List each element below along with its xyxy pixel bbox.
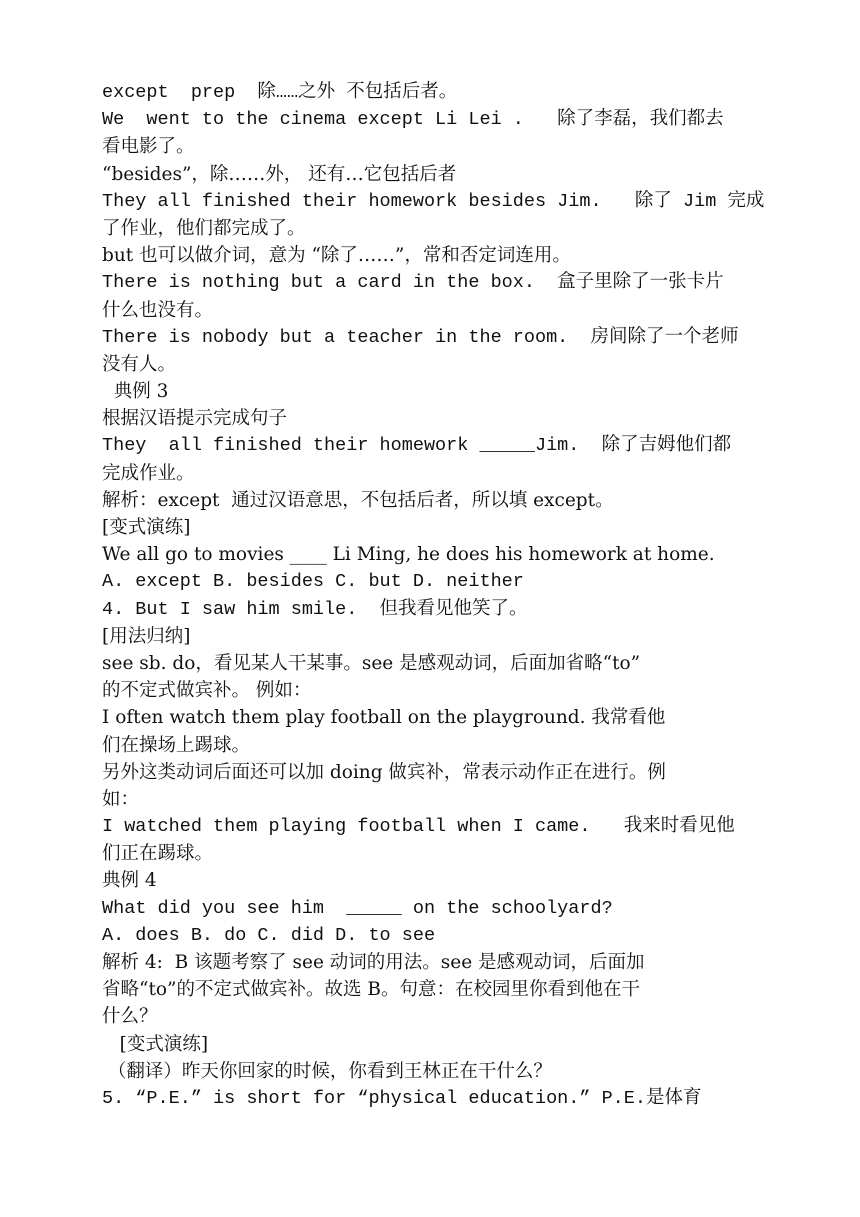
text-line-example-4-question: What did you see him _____ on the schoolyard? bbox=[102, 897, 613, 919]
text-line-example-3-question: They all finished their homework _____Jim. 除了吉姆他们都 bbox=[102, 435, 732, 457]
text-line-practice-heading-1: [变式演练] bbox=[102, 517, 191, 538]
text-line-example-except: We went to the cinema except Li Lei . 除了李磊，我们都去 bbox=[102, 109, 724, 131]
text-line-practice-heading-2: [变式演练] bbox=[102, 1033, 209, 1055]
text-line-example-but-2: There is nobody but a teacher in the room. 房间除了一个老师 bbox=[102, 326, 739, 348]
text-line-item-4: 4. But I saw him smile. 但我看见他笑了。 bbox=[102, 598, 528, 620]
text-line-instruction: 根据汉语提示完成句子 bbox=[102, 408, 288, 430]
text-line-example-4-options: A. does B. do C. did D. to see bbox=[102, 924, 436, 946]
text-line-but-def: but 也可以做介词，意为 “除了……”，常和否定词连用。 bbox=[102, 245, 571, 267]
text-line-example-but-1: There is nothing but a card in the box. 盒子里除了一张卡片 bbox=[102, 272, 724, 294]
text-line-example-besides-cont: 了作业，他们都完成了。 bbox=[102, 217, 306, 239]
text-line-example-except-cont: 看电影了。 bbox=[102, 136, 195, 158]
text-line-example-besides: They all finished their homework besides Jim. 除了 Jim 完成 bbox=[102, 190, 765, 212]
text-line-translation-task: （翻译）昨天你回家的时候，你看到王林正在干什么？ bbox=[102, 1060, 552, 1082]
text-line-doing-usage: 另外这类动词后面还可以加 doing 做宾补，常表示动作正在进行。例 bbox=[102, 761, 666, 783]
text-line-doing-usage-cont: 如： bbox=[102, 788, 140, 810]
document-page bbox=[102, 79, 765, 1112]
text-line-example-but-1-cont: 什么也没有。 bbox=[102, 299, 214, 321]
text-line-example-4-analysis-cont: 省略“to”的不定式做宾补。故选 B。句意：在校园里你看到他在干 bbox=[102, 979, 640, 1001]
text-line-example-watch-cont: 们在操场上踢球。 bbox=[102, 734, 251, 756]
text-line-see-usage-cont: 的不定式做宾补。 例如： bbox=[102, 680, 312, 702]
text-line-example-watch: I often watch them play football on the playground. 我常看他 bbox=[102, 707, 666, 729]
text-line-example-4-analysis-end: 什么？ bbox=[102, 1006, 158, 1028]
text-line-example-watched-cont: 们正在踢球。 bbox=[102, 843, 214, 865]
text-line-besides-def: “besides”，除……外， 还有…它包括后者 bbox=[102, 163, 457, 185]
text-line-example-watched: I watched them playing football when I came. 我来时看见他 bbox=[102, 816, 735, 838]
text-line-example-3-question-cont: 完成作业。 bbox=[102, 462, 195, 484]
text-line-example-3-heading: 典例 3 bbox=[102, 381, 169, 403]
text-line-practice-question-1: We all go to movies ____ Li Ming, he does his homework at home. bbox=[102, 544, 715, 566]
text-line-usage-heading: [用法归纳] bbox=[102, 625, 191, 647]
text-line-example-but-2-cont: 没有人。 bbox=[102, 353, 177, 375]
text-line-practice-options-1: A. except B. besides C. but D. neither bbox=[102, 571, 524, 593]
text-line-see-usage: see sb. do，看见某人干某事。see 是感观动词，后面加省略“to” bbox=[102, 652, 641, 674]
text-line-example-4-heading: 典例 4 bbox=[102, 870, 157, 892]
text-line-example-4-analysis: 解析 4: B 该题考察了 see 动词的用法。see 是感观动词，后面加 bbox=[102, 952, 645, 973]
text-line-example-3-analysis: 解析：except 通过汉语意思，不包括后者，所以填 except。 bbox=[102, 489, 614, 511]
text-line-except-def: except prep 除……之外 不包括后者。 bbox=[102, 82, 458, 103]
text-line-item-5: 5. “P.E.” is short for “physical education.” P.E.是体育 bbox=[102, 1087, 702, 1109]
